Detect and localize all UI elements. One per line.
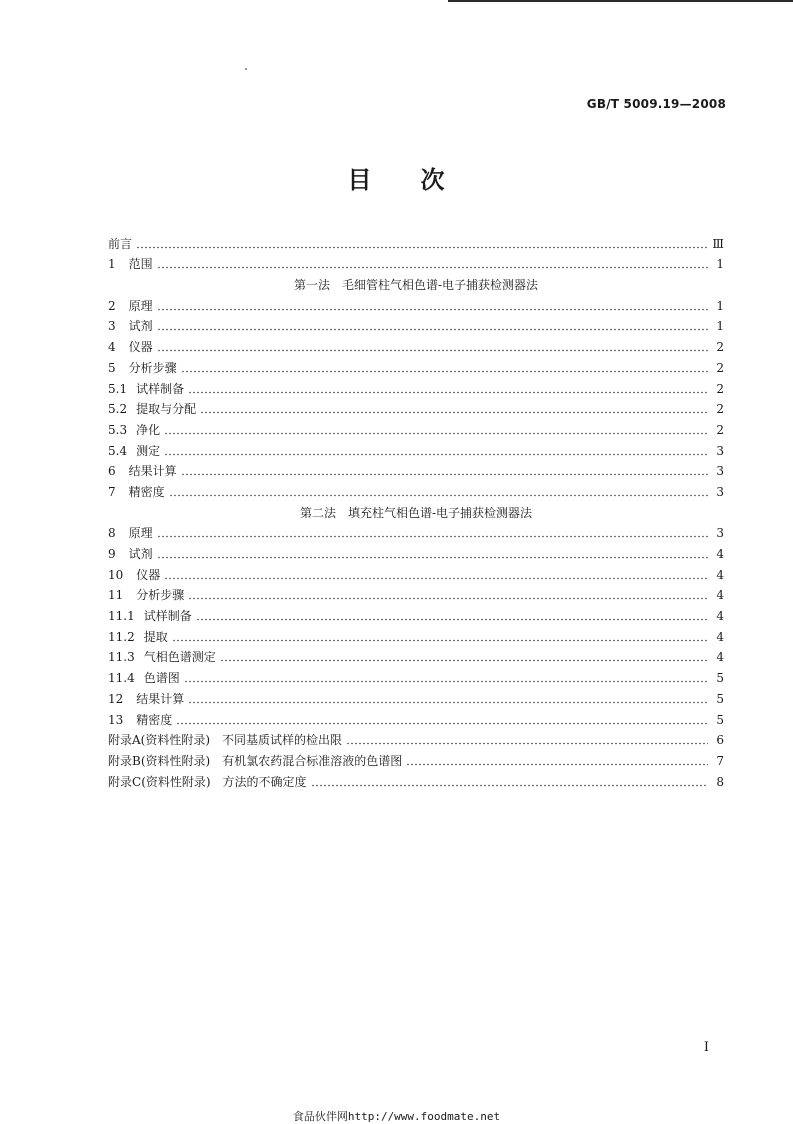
toc-entry-label: 结果计算 (128, 464, 177, 479)
toc-entry-label: 范围 (128, 257, 153, 272)
toc-entry[interactable] (108, 582, 724, 603)
toc-entry-label: 精密度 (128, 484, 165, 499)
toc-section-heading (108, 499, 724, 520)
toc-entry-number: 9 (108, 547, 116, 561)
toc-entry-number: 11.2 (108, 629, 135, 644)
toc-entry[interactable] (108, 478, 724, 499)
toc-page-number: 8 (716, 774, 724, 789)
standard-number: GB/T 5009.19—2008 (586, 97, 726, 111)
toc-leader-dots (188, 588, 708, 602)
toc-leader-dots (169, 485, 708, 499)
toc-entry[interactable] (108, 602, 724, 623)
toc-page-number: Ⅲ (712, 236, 724, 251)
toc-entry-label: 分析步骤 (128, 360, 177, 375)
toc-page-number: 5 (716, 712, 724, 727)
toc-leader-dots (157, 526, 708, 540)
toc-leader-dots (164, 423, 708, 437)
toc-page-number: 4 (716, 567, 724, 582)
toc-leader-dots (157, 319, 708, 333)
toc-page-number: 1 (716, 257, 724, 272)
toc-entry[interactable] (108, 416, 724, 437)
toc-page-number: 3 (716, 526, 724, 541)
toc-entry[interactable] (108, 664, 724, 685)
toc-entry[interactable] (108, 333, 724, 354)
title-char-1: 目 (347, 166, 373, 194)
toc-entry[interactable] (108, 292, 724, 313)
toc-entry-label: 结果计算 (136, 691, 185, 706)
toc-leader-dots (346, 733, 708, 747)
toc-entry[interactable] (108, 437, 724, 458)
toc-entry-label: 精密度 (136, 712, 173, 727)
toc-entry[interactable] (108, 230, 724, 251)
toc-leader-dots (157, 257, 708, 271)
toc-entry[interactable] (108, 644, 724, 665)
toc-leader-dots (406, 754, 708, 768)
toc-entry-number: 3 (108, 319, 116, 334)
toc-entry-label: 原理 (128, 526, 153, 541)
toc-entry[interactable] (108, 313, 724, 334)
toc-entry-number: 1 (108, 257, 116, 272)
toc-leader-dots (184, 671, 708, 685)
toc-page-number: 3 (716, 443, 724, 458)
toc-entry[interactable] (108, 727, 724, 748)
toc-entry[interactable] (108, 623, 724, 644)
toc-entry[interactable] (108, 354, 724, 375)
toc-entry-number: 10 (108, 567, 124, 582)
toc-page-number: 2 (716, 422, 724, 437)
toc-entry[interactable] (108, 540, 724, 561)
toc-page-number: 7 (716, 753, 724, 768)
toc-leader-dots (181, 464, 708, 478)
toc-leader-dots (157, 547, 708, 561)
toc-entry-label: 提取与分配 (136, 402, 197, 417)
page-title (0, 160, 793, 195)
toc-entry-number: 5.1 (108, 381, 128, 396)
toc-leader-dots (172, 630, 708, 644)
toc-page-number: 2 (716, 381, 724, 396)
toc-entry-number: 5.2 (108, 402, 128, 417)
toc-leader-dots (164, 568, 708, 582)
toc-section-heading (108, 271, 724, 292)
toc-entry-label: (资料性附录) 方法的不确定度 (141, 774, 307, 789)
toc-page-number: 2 (716, 402, 724, 417)
toc-entry-label: 仪器 (128, 340, 153, 355)
watermark-footer: 食品伙伴网http://www.foodmate.net (292, 1110, 501, 1123)
table-of-contents (108, 230, 724, 789)
toc-page-number: 2 (716, 360, 724, 375)
toc-entry-number: 7 (108, 484, 116, 499)
toc-page-number: 2 (716, 340, 724, 355)
toc-entry-number: 5 (108, 360, 116, 375)
toc-page-number: 5 (716, 691, 724, 706)
toc-page-number: 5 (716, 671, 724, 686)
toc-entry-label: 原理 (128, 298, 153, 313)
toc-entry-number: 11.1 (108, 609, 135, 624)
toc-entry-number: 6 (108, 464, 116, 479)
toc-page-number: 4 (716, 650, 724, 665)
toc-leader-dots (311, 775, 708, 789)
toc-entry[interactable] (108, 768, 724, 789)
toc-page-number: 1 (716, 298, 724, 313)
title-char-2: 次 (420, 166, 446, 194)
toc-leader-dots (220, 650, 708, 664)
scan-edge (448, 0, 793, 2)
toc-leader-dots (176, 713, 708, 727)
toc-entry-label: (资料性附录) 有机氯农药混合标准溶液的色谱图 (140, 753, 403, 768)
toc-entry-label: 试剂 (128, 319, 153, 334)
toc-entry-label: 气相色谱测定 (143, 650, 216, 665)
toc-entry-number: 13 (108, 712, 124, 727)
toc-entry-number: 5.4 (108, 443, 128, 458)
toc-entry[interactable] (108, 561, 724, 582)
toc-leader-dots (188, 692, 708, 706)
toc-entry-label: 分析步骤 (136, 588, 185, 603)
toc-entry-number: 附录B (108, 753, 141, 768)
toc-page-number: 1 (716, 319, 724, 334)
toc-entry-label: 提取 (143, 629, 168, 644)
toc-entry-number: 5.3 (108, 422, 128, 437)
scan-speck (245, 68, 247, 70)
toc-entry-label: 色谱图 (143, 671, 180, 686)
toc-entry-label: 试剂 (128, 547, 153, 561)
toc-entry[interactable] (108, 685, 724, 706)
toc-entry-number: 附录C (108, 774, 142, 789)
toc-entry-label: 测定 (136, 443, 161, 458)
toc-entry-number: 11.4 (108, 671, 135, 686)
toc-page-number: 4 (716, 629, 724, 644)
toc-entry-number: 2 (108, 298, 116, 313)
toc-entry-number: 4 (108, 340, 116, 355)
toc-entry[interactable] (108, 520, 724, 541)
page-folio: Ⅰ (703, 1040, 709, 1055)
toc-leader-dots (136, 237, 708, 251)
toc-leader-dots (181, 361, 708, 375)
toc-entry-number: 12 (108, 691, 124, 706)
toc-entry-number: 11 (108, 588, 124, 603)
toc-entry-number: 附录A (108, 733, 141, 748)
toc-page-number: 4 (716, 588, 724, 603)
toc-leader-dots (157, 340, 708, 354)
toc-leader-dots (164, 444, 708, 458)
toc-entry-label: 试样制备 (143, 609, 192, 624)
toc-leader-dots (188, 382, 708, 396)
toc-entry-label: 前言 (108, 236, 133, 251)
toc-entry-label: 试样制备 (136, 381, 185, 396)
section-heading-label: 第二法 填充柱气相色谱-电子捕获检测器法 (299, 505, 533, 520)
toc-entry[interactable] (108, 375, 724, 396)
toc-entry[interactable] (108, 747, 724, 768)
toc-page-number: 6 (716, 733, 724, 748)
toc-entry[interactable] (108, 251, 724, 272)
section-heading-label: 第一法 毛细管柱气相色谱-电子捕获检测器法 (293, 278, 539, 293)
toc-leader-dots (200, 402, 708, 416)
toc-page-number: 4 (716, 547, 724, 561)
toc-entry-number: 11.3 (108, 650, 135, 665)
toc-page-number: 3 (716, 464, 724, 479)
toc-page-number: 4 (716, 609, 724, 624)
toc-entry-label: 净化 (136, 422, 161, 437)
toc-leader-dots (157, 299, 708, 313)
toc-entry-number: 8 (108, 526, 116, 541)
toc-page-number: 3 (716, 484, 724, 499)
toc-entry[interactable] (108, 458, 724, 479)
toc-leader-dots (196, 609, 708, 623)
toc-entry[interactable] (108, 706, 724, 727)
toc-entry-label: 仪器 (136, 567, 161, 582)
toc-entry[interactable] (108, 396, 724, 417)
toc-entry-label: (资料性附录) 不同基质试样的检出限 (140, 733, 343, 748)
